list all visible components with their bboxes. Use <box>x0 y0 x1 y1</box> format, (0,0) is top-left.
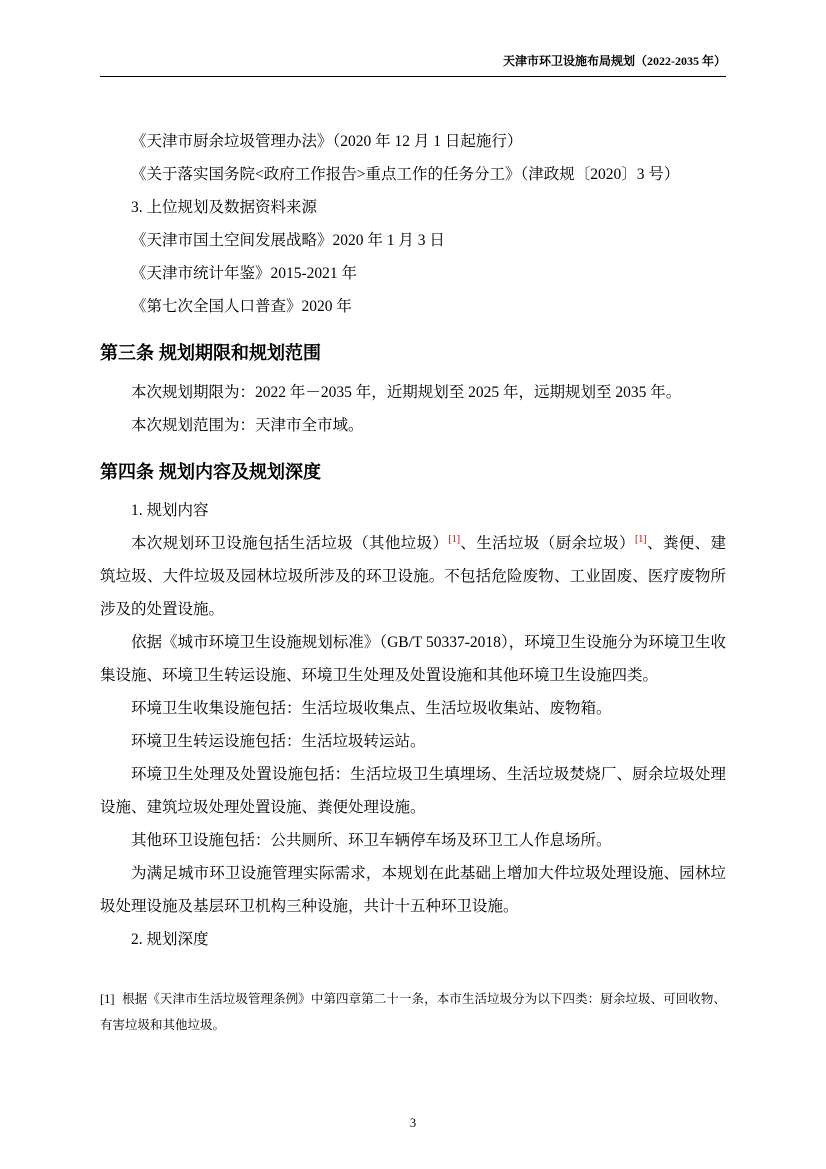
paragraph-planning-period: 本次规划期限为：2022 年－2035 年，近期规划至 2025 年，远期规划至 2035 年。 <box>131 383 682 401</box>
paragraph-item-2-label: 2. 规划深度 <box>131 931 209 949</box>
section-heading-article-3: 第三条 规划期限和规划范围 <box>100 343 321 363</box>
paragraph-planning-scope: 本次规划范围为：天津市全市域。 <box>131 416 364 434</box>
paragraph-standard-basis: 依据《城市环境卫生设施规划标准》（GB/T 50337-2018），环境卫生设施分为环境卫生收集设施、环境卫生转运设施、环境卫生处理及处置设施和其他环境卫生设施四类。 <box>100 634 726 685</box>
paragraph-regulation-state-council: 《关于落实国务院<政府工作报告>重点工作的任务分工》（津政规〔2020〕3 号） <box>131 166 680 183</box>
footnote-ref-1: [1] <box>448 534 461 546</box>
page-number: 3 <box>409 1116 417 1130</box>
paragraph-source-yearbook: 《天津市统计年鉴》2015-2021 年 <box>131 265 358 282</box>
page-header <box>100 52 726 77</box>
section-heading-article-4: 第四条 规划内容及规划深度 <box>100 461 321 482</box>
paragraph-source-census: 《第七次全国人口普查》2020 年 <box>131 298 352 315</box>
footnote-ref-2: [1] <box>634 534 647 546</box>
paragraph-collection-facilities: 环境卫生收集设施包括：生活垃圾收集点、生活垃圾收集站、废物箱。 <box>131 700 612 718</box>
page-body <box>100 77 726 1039</box>
footnote-text: 根据《天津市生活垃圾管理条例》中第四章第二十一条，本市生活垃圾分为以下四类：厨余垃圾、可回收物、有害垃圾和其他垃圾。 <box>100 992 726 1033</box>
paragraph-transfer-facilities: 环境卫生转运设施包括：生活垃圾转运站。 <box>131 733 426 751</box>
header-title: 天津市环卫设施布局规划（2022-2035 年） <box>503 54 726 68</box>
paragraph-list-heading-sources: 3. 上位规划及数据资料来源 <box>131 199 318 216</box>
paragraph-source-spatial-strategy: 《天津市国土空间发展战略》2020 年 1 月 3 日 <box>131 232 445 249</box>
text-run-1: 本次规划环卫设施包括生活垃圾（其他垃圾） <box>131 535 449 553</box>
footnote-marker: [1] <box>100 992 115 1007</box>
text-run-3: 、粪便、建筑垃圾、大件垃圾及园林垃圾所涉及的环卫设施。不包括危险废物、工业固废、医疗废物所涉及的处置设施。 <box>100 535 726 619</box>
text-run-2: 、生活垃圾（厨余垃圾） <box>460 535 635 553</box>
paragraph-facilities-scope <box>100 527 726 626</box>
paragraph-item-1-label: 1. 规划内容 <box>131 502 209 520</box>
footnote <box>100 986 726 1039</box>
paragraph-other-facilities: 其他环卫设施包括：公共厕所、环卫车辆停车场及环卫工人作息场所。 <box>131 832 612 850</box>
paragraph-treatment-facilities: 环境卫生处理及处置设施包括：生活垃圾卫生填埋场、生活垃圾焚烧厂、厨余垃圾处理设施、建筑垃圾处理处置设施、粪便处理设施。 <box>100 766 726 817</box>
paragraph-regulation-kitchen-waste: 《天津市厨余垃圾管理办法》（2020 年 12 月 1 日起施行） <box>131 133 523 150</box>
paragraph-additional-facilities: 为满足城市环卫设施管理实际需求，本规划在此基础上增加大件垃圾处理设施、园林垃圾处理设施及基层环卫机构三种设施，共计十五种环卫设施。 <box>100 865 726 916</box>
